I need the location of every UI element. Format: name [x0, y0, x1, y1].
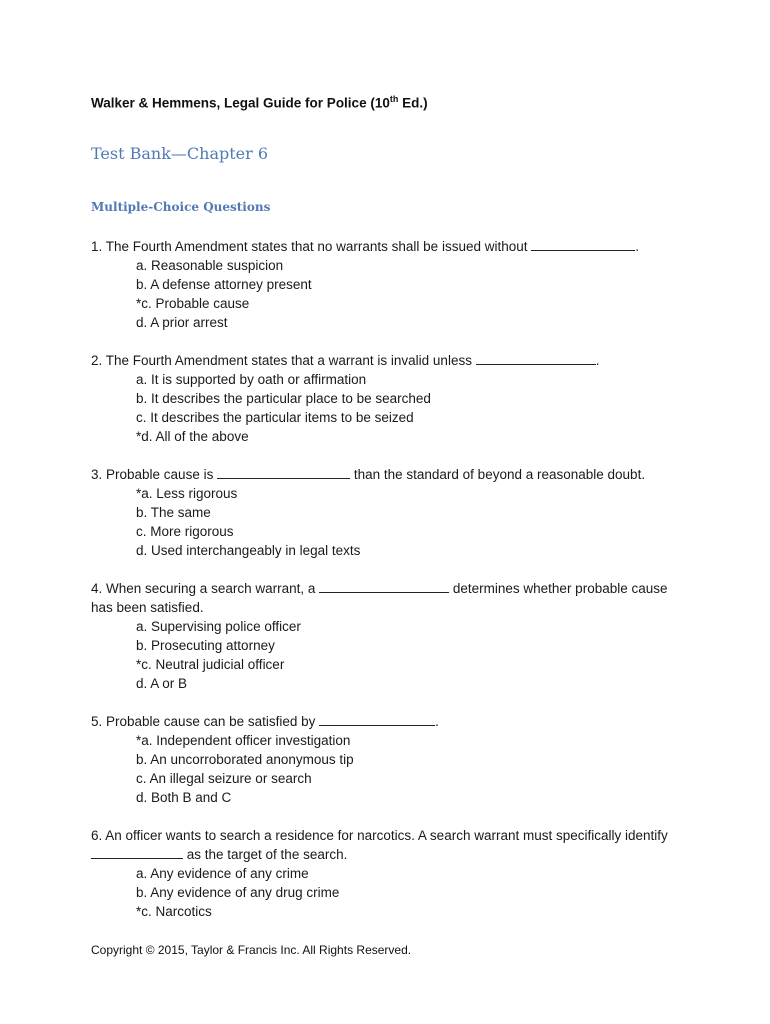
answer-option: a. It is supported by oath or affirmation	[136, 372, 367, 387]
answer-option: *c. Probable cause	[136, 296, 250, 311]
stem-text: 4. When securing a search warrant, a	[91, 581, 316, 596]
page-title: Test Bank—Chapter 6	[91, 144, 269, 163]
answer-blank	[91, 845, 183, 859]
stem-text: .	[435, 714, 439, 729]
answer-option: a. Supervising police officer	[136, 619, 301, 634]
answer-option: c. An illegal seizure or search	[136, 771, 312, 786]
answer-option: d. Used interchangeably in legal texts	[136, 543, 361, 558]
question-3	[91, 465, 691, 560]
stem-text: .	[595, 353, 600, 368]
book-header	[91, 94, 428, 111]
question-stem	[91, 465, 691, 484]
question-1	[91, 237, 691, 332]
answer-option: a. Any evidence of any crime	[136, 866, 309, 881]
answer-option: *a. Less rigorous	[136, 486, 238, 501]
answer-option: c. It describes the particular items to be seized	[136, 410, 414, 425]
answer-option: *a. Independent officer investigation	[136, 733, 351, 748]
stem-text: 5. Probable cause can be satisfied by	[91, 714, 316, 729]
answer-option: d. A or B	[136, 676, 188, 691]
answer-option: b. The same	[136, 505, 211, 520]
stem-text: 2. The Fourth Amendment states that a warrant is invalid unless	[91, 353, 472, 368]
stem-text: 6. An officer wants to search a residence for narcotics. A search warrant must specifically identify	[91, 828, 668, 843]
answer-option: b. Prosecuting attorney	[136, 638, 275, 653]
section-title: Multiple-Choice Questions	[91, 200, 271, 214]
answer-blank	[319, 579, 449, 593]
header-prefix: Walker & Hemmens, Legal Guide for Police (10	[91, 95, 390, 111]
stem-text: determines whether probable cause has been satisfied.	[91, 581, 668, 615]
question-stem	[91, 237, 691, 256]
header-suffix: Ed.)	[398, 95, 428, 111]
question-2	[91, 351, 691, 446]
question-4	[91, 579, 691, 693]
answer-option: b. Any evidence of any drug crime	[136, 885, 340, 900]
question-list	[91, 237, 691, 940]
answer-option: *c. Narcotics	[136, 904, 212, 919]
answer-blank	[319, 712, 435, 726]
answer-option: *d. All of the above	[136, 429, 249, 444]
answer-option: c. More rigorous	[136, 524, 234, 539]
answer-option: b. A defense attorney present	[136, 277, 312, 292]
answer-option: a. Reasonable suspicion	[136, 258, 284, 273]
answer-blank	[476, 351, 596, 365]
question-5	[91, 712, 691, 807]
question-6	[91, 826, 691, 921]
answer-option: *c. Neutral judicial officer	[136, 657, 285, 672]
copyright-footer: Copyright © 2015, Taylor & Francis Inc. All Rights Reserved.	[91, 943, 412, 957]
stem-text: 1. The Fourth Amendment states that no warrants shall be issued without	[91, 239, 528, 254]
stem-text: 3. Probable cause is	[91, 467, 214, 482]
stem-text: than the standard of beyond a reasonable doubt.	[350, 467, 646, 482]
question-stem	[91, 826, 691, 864]
answer-option: b. An uncorroborated anonymous tip	[136, 752, 354, 767]
header-superscript: th	[389, 94, 399, 104]
question-stem	[91, 712, 691, 731]
question-stem	[91, 579, 691, 617]
stem-text: as the target of the search.	[183, 847, 348, 862]
question-stem	[91, 351, 691, 370]
answer-blank	[531, 237, 635, 251]
answer-blank	[217, 465, 350, 479]
answer-option: d. A prior arrest	[136, 315, 228, 330]
stem-text: .	[635, 239, 640, 254]
answer-option: d. Both B and C	[136, 790, 232, 805]
answer-option: b. It describes the particular place to be searched	[136, 391, 431, 406]
